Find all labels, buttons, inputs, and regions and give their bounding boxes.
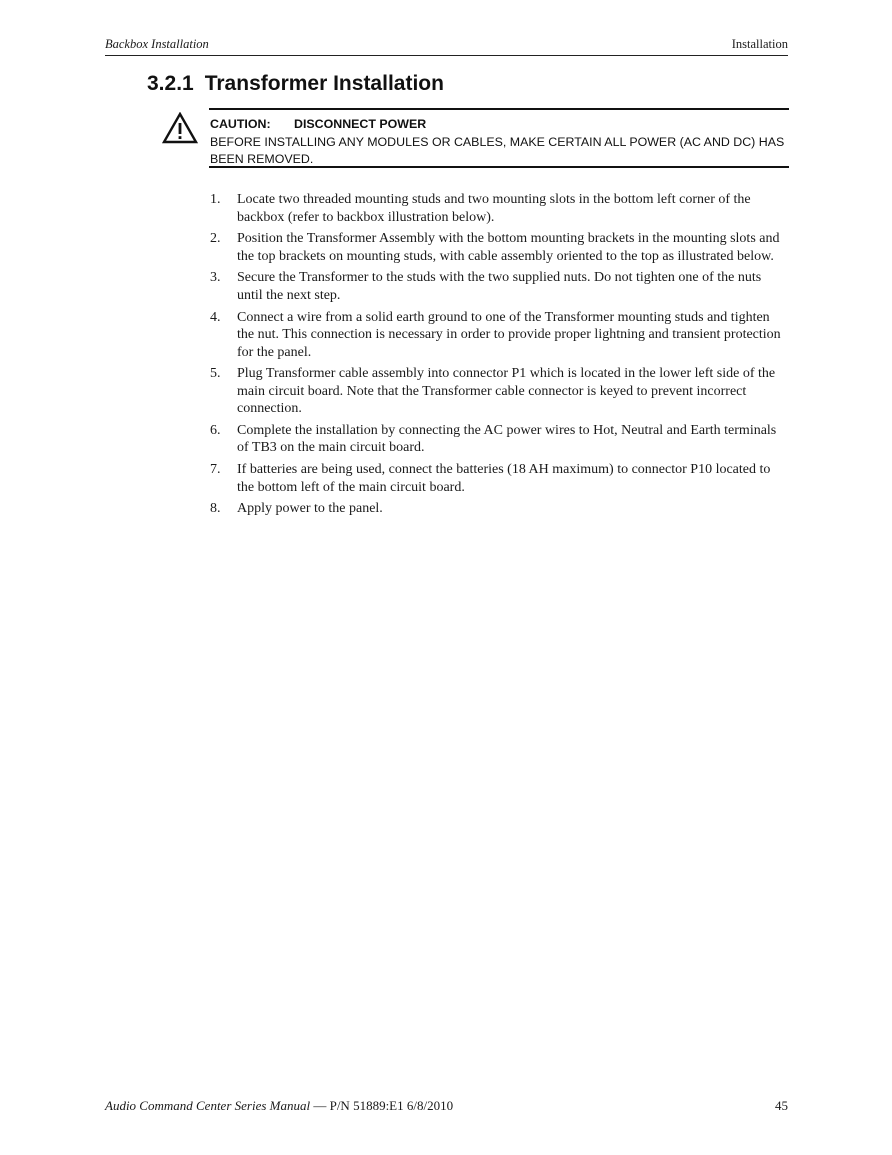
caution-text: BEFORE INSTALLING ANY MODULES OR CABLES, MAKE CERTAIN ALL POWER (AC AND DC) HAS BEEN REMOVED. bbox=[210, 135, 785, 166]
step-text: Plug Transformer cable assembly into connector P1 which is located in the lower left side of the main circuit board. Note that the Transformer cable connector is keyed to prevent incorrect connection. bbox=[237, 366, 776, 417]
step-number: 7. bbox=[210, 462, 221, 478]
running-header bbox=[105, 36, 788, 56]
step-number: 4. bbox=[210, 309, 221, 325]
step-text: Locate two threaded mounting studs and two mounting slots in the bottom left corner of the backbox (refer to backbox illustration below). bbox=[237, 192, 751, 225]
step-item bbox=[210, 269, 790, 304]
step-number: 3. bbox=[210, 270, 221, 286]
step-text: Position the Transformer Assembly with the bottom mounting brackets in the mounting slots and the top brackets on mounting studs, with cable assembly oriented to the top as illustrated below. bbox=[237, 231, 780, 264]
step-text: If batteries are being used, connect the batteries (18 AH maximum) to connector P10 located to the bottom left of the main circuit board. bbox=[237, 462, 771, 495]
step-item bbox=[210, 191, 790, 226]
caution-box bbox=[209, 108, 789, 168]
installation-steps bbox=[210, 191, 790, 522]
header-chapter: Backbox Installation bbox=[105, 37, 209, 51]
section-title-text: Transformer Installation bbox=[204, 72, 444, 95]
step-number: 2. bbox=[210, 231, 221, 247]
step-number: 1. bbox=[210, 192, 221, 207]
step-number: 8. bbox=[210, 501, 221, 517]
step-item bbox=[210, 365, 790, 418]
header-section: Installation bbox=[731, 37, 788, 51]
warning-triangle-icon bbox=[162, 112, 198, 144]
step-text: Connect a wire from a solid earth ground to one of the Transformer mounting studs and tighten the nut. This connection is necessary in order to provide proper lightning and transient protection for the panel. bbox=[237, 309, 781, 360]
caution-title: DISCONNECT POWER bbox=[294, 117, 427, 131]
step-text: Complete the installation by connecting the AC power wires to Hot, Neutral and Earth terminals of TB3 on the main circuit board. bbox=[237, 422, 777, 456]
step-item bbox=[210, 422, 790, 457]
step-text: Apply power to the panel. bbox=[237, 501, 383, 517]
caution-label: CAUTION: bbox=[210, 117, 271, 131]
step-number: 5. bbox=[210, 366, 221, 382]
step-text: Secure the Transformer to the studs with the two supplied nuts. Do not tighten one of the nuts until the next step. bbox=[237, 270, 762, 303]
section-number: 3.2.1 bbox=[147, 72, 194, 95]
footer-document-info bbox=[105, 1098, 453, 1114]
section-title bbox=[147, 72, 444, 96]
page-number: 45 bbox=[775, 1098, 788, 1113]
step-item bbox=[210, 230, 790, 265]
step-number: 6. bbox=[210, 422, 221, 438]
caution-heading bbox=[210, 117, 426, 131]
step-item bbox=[210, 461, 790, 496]
step-item bbox=[210, 309, 790, 362]
footer-part-number: — P/N 51889:E1 6/8/2010 bbox=[310, 1098, 454, 1113]
step-item bbox=[210, 500, 790, 518]
footer-manual-title: Audio Command Center Series Manual bbox=[105, 1098, 311, 1113]
